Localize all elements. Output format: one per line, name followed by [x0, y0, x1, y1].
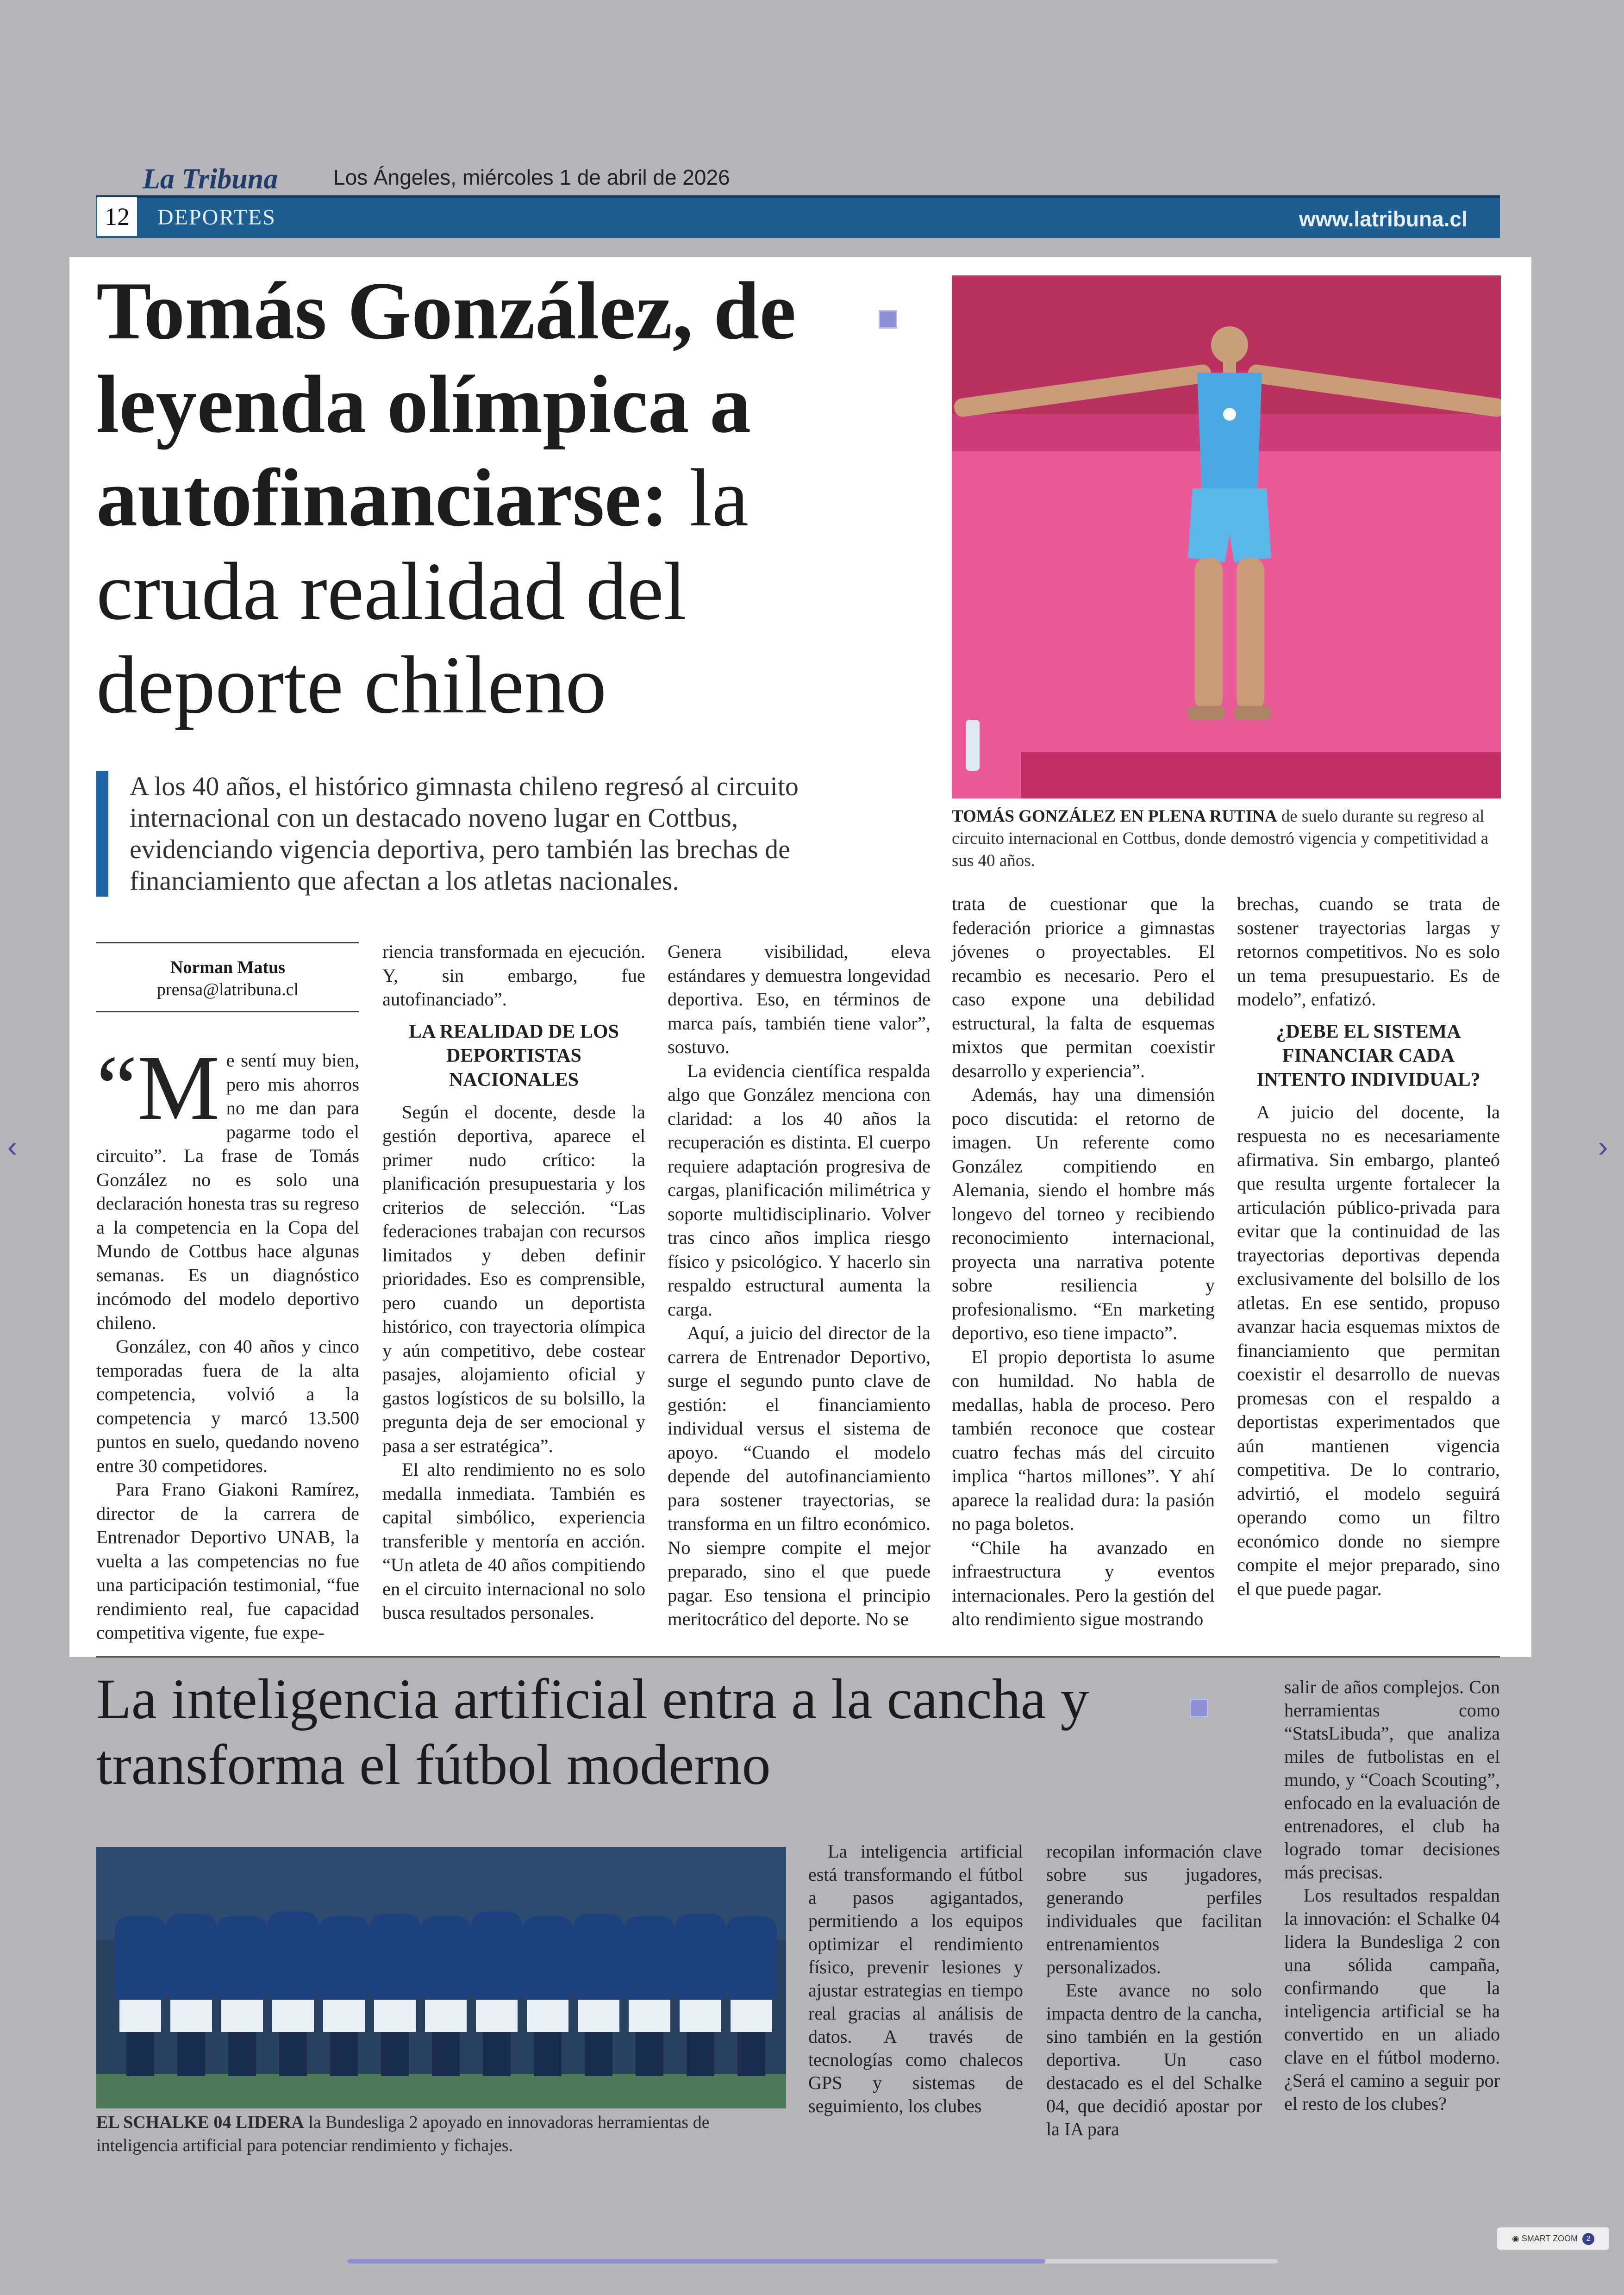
eye-icon: ◉	[1512, 2234, 1522, 2243]
lead-paragraph: A los 40 años, el histórico gimnasta chileno regresó al circuito internacional con un destacado noveno lugar en Cottbus, evidenciando vigencia deportiva, pero también las brechas de financiamiento que afectan a los atletas nacionales.	[96, 771, 883, 897]
subheading: ¿DEBE EL SISTEMA FINANCIAR CADA INTENTO INDIVIDUAL?	[1256, 1021, 1480, 1091]
article-column-1	[96, 1037, 359, 1645]
paragraph-text: e sentí muy bien, pero mis ahorros no me dan para pagarme todo el circuito”. La frase de Tomás González no es solo una declaración honesta tras su regreso a la competencia en la Copa del Mundo de Cottbus hace algunas semanas. Es un diagnóstico incómodo del modelo deportivo chileno.	[96, 1050, 359, 1333]
article-paragraph	[96, 1037, 359, 1335]
article-column-5	[1237, 892, 1500, 1601]
article-paragraph: trata de cuestionar que la federación priorice a gimnastas jóvenes o proyectables. El recambio es necesario. Pero el caso expone una debilidad estructural, la falta de esquemas mixtos que permitan coexistir desarrollo y experiencia”.	[952, 893, 1215, 1081]
caption-bold-lead: TOMÁS GONZÁLEZ EN PLENA RUTINA	[952, 807, 1277, 826]
second-article-column-1	[808, 1840, 1023, 2118]
caption-bold-lead: EL SCHALKE 04 LIDERA	[96, 2113, 304, 2132]
second-headline: La inteligencia artificial entra a la cancha y transforma el fútbol moderno	[96, 1667, 1089, 1796]
article-paragraph: A juicio del docente, la respuesta no es necesariamente afirmativa. Sin embargo, planteó que resulta urgente fortalecer la articulación público-privada para evitar que la continuidad de las trayectorias deportivas dependa exclusivamente del bolsillo de los atletas. En ese sentido, propuso avanzar hacia esquemas mixtos de financiamiento que permitan coexistir el desarrollo de nuevas promesas con el respaldo a deportistas experimentados que aún mantienen vigencia competitiva. De lo contrario, advirtió, el modelo seguirá operando como un filtro económico donde no siempre compite el mejor preparado, sino el que puede pagar.	[1237, 1101, 1500, 1599]
headline-bold-part: Tomás González, de leyenda olímpica a autofinanciarse:	[96, 265, 796, 543]
newspaper-logo: La Tribuna	[143, 163, 278, 195]
article-paragraph: recopilan información clave sobre sus jugadores, generando perfiles individuales que facilitan entrenamientos personalizados.	[1046, 1841, 1262, 1977]
article-paragraph: Según el docente, desde la gestión deportiva, aparece el primer nudo crítico: la planificación presupuestaria y los criterios de selección. “Las federaciones trabajan con recursos limitados y deben definir prioridades. Eso es comprensible, pero cuando un deportista histórico, con trayectoria olímpica y aún competitivo, debe costear pasajes, alojamiento oficial y gastos logísticos de su bolsillo, la pregunta deja de ser emocional y pasa a ser estratégica”.	[382, 1101, 645, 1456]
website-url: www.latribuna.cl	[1299, 207, 1468, 231]
page-number: 12	[97, 197, 137, 236]
caption-text: la Bundesliga 2 apoyado en innovadoras herramientas de inteligencia artificial para potenciar rendimiento y fichajes.	[96, 2113, 710, 2155]
article-paragraph: Los resultados respaldan la innovación: el Schalke 04 lidera la Bundesliga 2 con una sólida campaña, confirmando que la inteligencia artificial se ha convertido en un aliado clave en el fútbol moderno. ¿Será el camino a seguir por el resto de los clubes?	[1284, 1885, 1500, 2114]
article-paragraph: La inteligencia artificial está transformando el fútbol a pasos agigantados, permitiendo a los equipos optimizar el rendimiento físico, prevenir lesiones y ajustar estrategias en tiempo real gracias al análisis de datos. A través de tecnologías como chalecos GPS y sistemas de seguimiento, los clubes	[808, 1841, 1023, 2116]
article-paragraph: riencia transformada en ejecución. Y, sin embargo, fue autofinanciado”.	[382, 941, 645, 1010]
drop-cap: “M	[96, 1037, 220, 1139]
second-article-column-3	[1284, 1676, 1500, 2115]
gymnast-photo-caption	[952, 805, 1501, 872]
article-paragraph: Para Frano Giakoni Ramírez, director de la carrera de Entrenador Deportivo UNAB, la vuelta a las competencias no fue una participación testimonial, “fue rendimiento real, fue capacidad competitiva vigente, fue expe-	[96, 1479, 359, 1643]
article-paragraph: Genera visibilidad, eleva estándares y demuestra longevidad deportiva. Eso, en términos de marca país, también tiene valor”, sostuvo.	[668, 941, 931, 1057]
article-hotspot-icon[interactable]	[879, 310, 897, 329]
second-article-column-2	[1046, 1840, 1262, 2141]
previous-page-arrow[interactable]: ‹	[7, 1130, 18, 1163]
gymnast-photo	[952, 275, 1501, 798]
article-paragraph: La evidencia científica respalda algo que González menciona con claridad: a los 40 años la recuperación es distinta. El cuerpo requiere adaptación progresiva de cargas, planificación milimétrica y soporte multidisciplinario. Volver tras cinco años implica riesgo físico y psicológico. Y hacerlo sin respaldo estructural aumenta la carga.	[668, 1060, 931, 1320]
smart-zoom-button[interactable]	[1497, 2227, 1609, 2250]
article-column-4	[952, 892, 1215, 1631]
article-paragraph: El alto rendimiento no es solo medalla inmediata. También es capital simbólico, experiencia transferible y mentoría en acción. “Un atleta de 40 años compitiendo en el circuito internacional no solo busca resultados personales.	[382, 1459, 645, 1623]
article-paragraph: salir de años complejos. Con herramientas como “StatsLibuda”, que analiza miles de futbolistas en el mundo, y “Coach Scouting”, enfocado en la evaluación de entrenadores, el club ha logrado tomar decisiones más precisas.	[1284, 1677, 1500, 1883]
dateline: Los Ángeles, miércoles 1 de abril de 2026	[333, 165, 730, 189]
article-paragraph: El propio deportista lo asume con humildad. No habla de medallas, habla de proceso. Pero también reconoce que costear cuatro fechas más del circuito implica “hartos millones”. Y ahí aparece la realidad dura: la pasión no paga boletos.	[952, 1346, 1215, 1534]
schalke-team-photo	[96, 1847, 786, 2108]
author-name: Norman Matus	[170, 958, 286, 977]
author-email[interactable]: prensa@latribuna.cl	[156, 980, 299, 999]
team-photo-caption	[96, 2111, 791, 2157]
subheading: LA REALIDAD DE LOS DEPORTISTAS NACIONALES	[409, 1021, 619, 1091]
smart-zoom-label: SMART ZOOM	[1521, 2234, 1578, 2243]
caption-text: de suelo durante su regreso al circuito internacional en Cottbus, donde demostró vigencia y competitividad a sus 40 años.	[952, 807, 1489, 870]
section-bar	[96, 195, 1500, 238]
headline-light-part: la cruda realidad del deporte chileno	[96, 452, 749, 730]
article-paragraph: Además, hay una dimensión poco discutida: el retorno de imagen. Un referente como González compitiendo en Alemania, siendo el hombre más longevo del torneo y recibiendo reconocimiento internacional, proyecta una narrativa potente sobre resiliencia y profesionalismo. “En marketing deportivo, eso tiene impacto”.	[952, 1084, 1215, 1343]
byline	[96, 942, 359, 1012]
article-paragraph: González, con 40 años y cinco temporadas fuera de la alta competencia, volvió a la competencia y marcó 13.500 puntos en suelo, quedando noveno entre 30 competidores.	[96, 1336, 359, 1476]
article-paragraph: brechas, cuando se trata de sostener trayectorias largas y retornos competitivos. No es solo un tema presupuestario. Es de modelo”, enfatizó.	[1237, 893, 1500, 1010]
gymnast-illustration	[952, 275, 1501, 798]
zoom-badge: 2	[1582, 2233, 1594, 2245]
article-hotspot-icon[interactable]	[1190, 1699, 1208, 1717]
article-paragraph: Aquí, a juicio del director de la carrera de Entrenador Deportivo, surge el segundo punto clave de gestión: el financiamiento individual versus el sistema de apoyo. “Cuando el modelo depende del autofinanciamiento para sostener trayectorias, se transforma en un filtro económico. No siempre compite el mejor preparado, sino el que puede pagar. Eso tensiona el principio meritocrático del deporte. No se	[668, 1322, 931, 1629]
team-illustration	[96, 1847, 786, 2108]
article-column-3	[668, 940, 931, 1631]
article-divider	[96, 1656, 1500, 1658]
article-paragraph: “Chile ha avanzado en infraestructura y eventos internacionales. Pero la gestión del alto rendimiento sigue mostrando	[952, 1537, 1215, 1629]
section-name: DEPORTES	[157, 205, 276, 230]
article-paragraph: Este avance no solo impacta dentro de la cancha, sino también en la gestión deportiva. Un caso destacado es el del Schalke 04, que decidió apostar por la IA para	[1046, 1980, 1262, 2139]
progress-fill	[347, 2259, 1045, 2264]
main-headline	[96, 264, 893, 731]
page-scroll-progress[interactable]	[347, 2259, 1278, 2264]
next-page-arrow[interactable]: ›	[1598, 1130, 1608, 1163]
article-column-2	[382, 940, 645, 1625]
